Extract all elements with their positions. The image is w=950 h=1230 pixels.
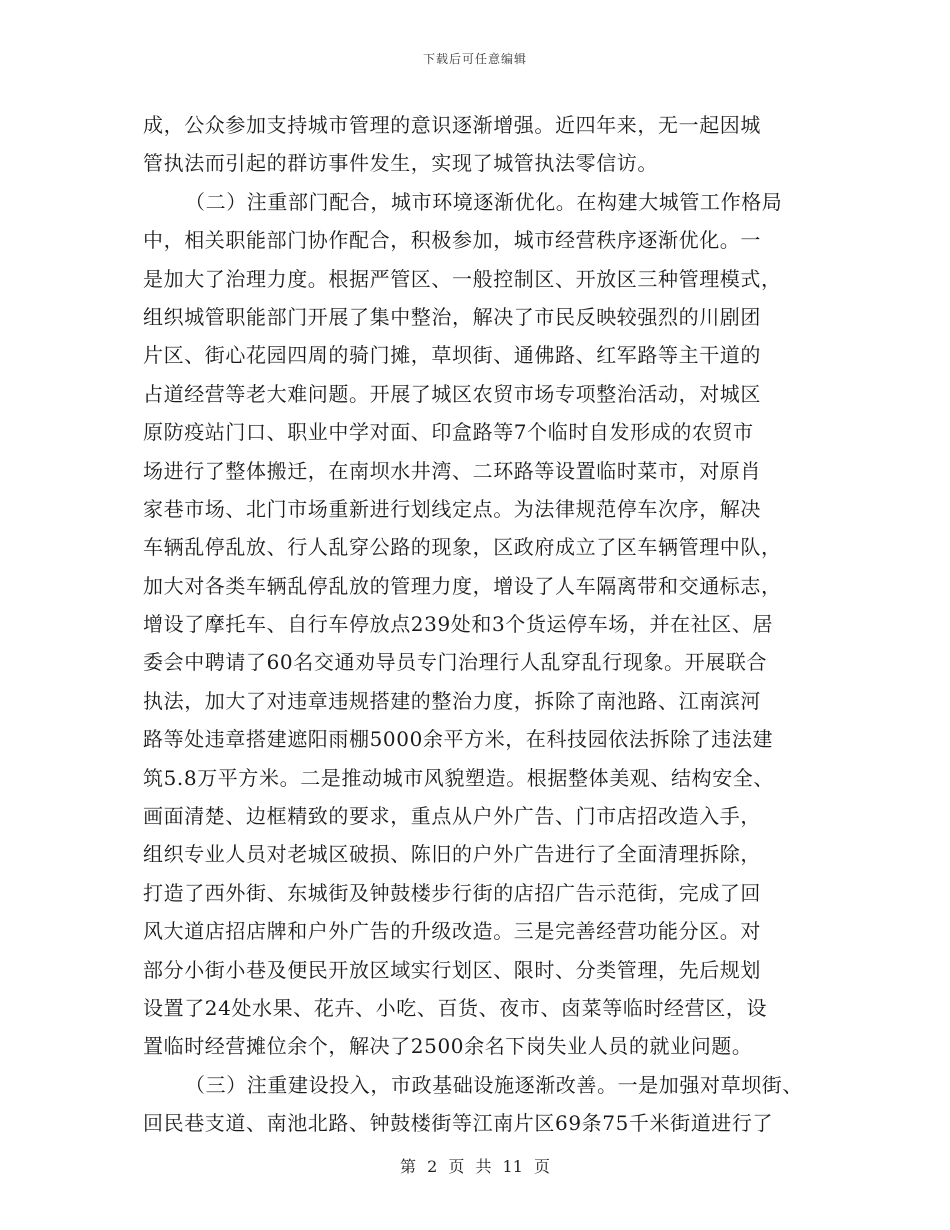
text-line: 部分小街小巷及便民开放区域实行划区、限时、分类管理，先后规划 bbox=[143, 957, 761, 982]
text-line: 执法，加大了对违章违规搭建的整治力度，拆除了南池路、江南滨河 bbox=[143, 688, 761, 713]
text-line: 风大道店招店牌和户外广告的升级改造。三是完善经营功能分区。对 bbox=[143, 919, 761, 944]
text-line: 是加大了治理力度。根据严管区、一般控制区、开放区三种管理模式， bbox=[143, 266, 782, 291]
text-line: 置临时经营摊位余个，解决了2500余名下岗失业人员的就业问题。 bbox=[143, 1034, 753, 1059]
text-line: 管执法而引起的群访事件发生，实现了城管执法零信访。 bbox=[143, 151, 658, 176]
text-line: 加大对各类车辆乱停乱放的管理力度，增设了人车隔离带和交通标志， bbox=[143, 573, 782, 598]
paragraph-start-line: （二）注重部门配合，城市环境逐渐优化。在构建大城管工作格局 bbox=[185, 189, 783, 214]
text-line: 设置了24处水果、花卉、小吃、百货、夜市、卤菜等临时经营区，设 bbox=[143, 995, 768, 1020]
text-line: 片区、街心花园四周的骑门摊，草坝街、通佛路、红军路等主干道的 bbox=[143, 343, 761, 368]
text-line: 场进行了整体搬迁，在南坝水井湾、二环路等设置临时菜市，对原肖 bbox=[143, 458, 761, 483]
text-line: 筑5.8万平方米。二是推动城市风貌塑造。根据整体美观、结构安全、 bbox=[143, 765, 775, 790]
text-line: 路等处违章搭建遮阳雨棚5000余平方米，在科技园依法拆除了违法建 bbox=[143, 727, 774, 752]
text-line: 回民巷支道、南池北路、钟鼓楼街等江南片区69条75千米街道进行了 bbox=[143, 1111, 774, 1136]
text-line: 增设了摩托车、自行车停放点239处和3个货运停车场，并在社区、居 bbox=[143, 612, 774, 637]
text-line: 家巷市场、北门市场重新进行划线定点。为法律规范停车次序，解决 bbox=[143, 496, 761, 521]
text-line: 成，公众参加支持城市管理的意识逐渐增强。近四年来，无一起因城 bbox=[143, 113, 761, 137]
text-line: 中，相关职能部门协作配合，积极参加，城市经营秩序逐渐优化。一 bbox=[143, 228, 761, 253]
text-line: 委会中聘请了60名交通劝导员专门治理行人乱穿乱行现象。开展联合 bbox=[143, 650, 768, 675]
text-line: 占道经营等老大难问题。开展了城区农贸市场专项整治活动，对城区 bbox=[143, 381, 761, 406]
paragraph-start-line: （三）注重建设投入，市政基础设施逐渐改善。一是加强对草坝街、 bbox=[185, 1072, 803, 1097]
page-number: 第 2 页 共 11 页 bbox=[400, 1157, 550, 1176]
text-line: 车辆乱停乱放、行人乱穿公路的现象，区政府成立了区车辆管理中队， bbox=[143, 535, 782, 560]
text-line: 原防疫站门口、职业中学对面、印盒路等7个临时自发形成的农贸市 bbox=[143, 420, 754, 445]
text-line: 打造了西外街、东城街及钟鼓楼步行街的店招广告示范街，完成了回 bbox=[143, 880, 761, 905]
text-line: 组织专业人员对老城区破损、陈旧的户外广告进行了全面清理拆除， bbox=[143, 842, 761, 867]
document-body bbox=[143, 106, 815, 1143]
text-line: 画面清楚、边框精致的要求，重点从户外广告、门市店招改造入手， bbox=[143, 804, 761, 829]
text-line: 组织城管职能部门开展了集中整治，解决了市民反映较强烈的川剧团 bbox=[143, 304, 761, 329]
page-header: 下载后可任意编辑 bbox=[422, 52, 527, 66]
